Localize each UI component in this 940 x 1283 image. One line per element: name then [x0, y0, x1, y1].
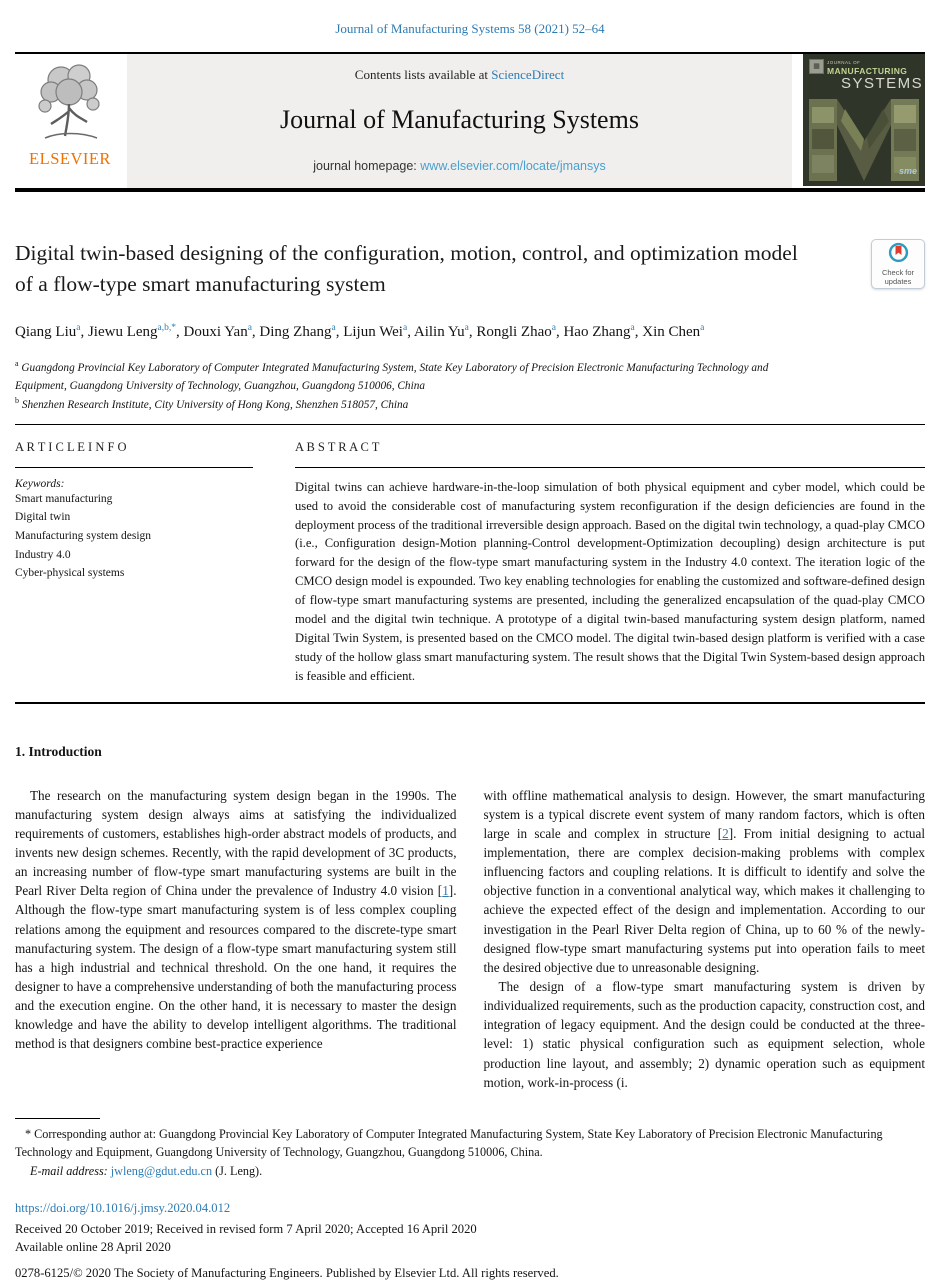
author: [476, 324, 563, 340]
author-separator: ,: [634, 324, 643, 341]
author-affil-sup: a: [331, 323, 336, 334]
available-online: Available online 28 April 2020: [15, 1240, 171, 1255]
author-affil-sup: a: [630, 323, 635, 334]
author-affil-sup: a: [402, 323, 408, 334]
author-name[interactable]: Jiewu Leng: [87, 324, 158, 341]
author: [414, 324, 476, 340]
paragraph-text: with offline mathematical analysis to design. However, the smart manufacturing system is a typical discrete event system of many random factors, which is often large in scale and complex in structure [: [483, 787, 925, 841]
article-info-column: [15, 425, 253, 686]
keyword: Smart manufacturing: [15, 492, 113, 505]
affiliation-sup: a: [15, 359, 19, 369]
left-column: [15, 786, 457, 1092]
crossmark-icon: [888, 242, 909, 268]
author: [642, 324, 704, 340]
author-name[interactable]: Rongli Zhao: [476, 324, 552, 341]
keyword: Cyber-physical systems: [15, 567, 125, 580]
journal-title: Journal of Manufacturing Systems: [280, 105, 639, 134]
badge-label-line1: Check for: [881, 267, 915, 277]
paragraph-text: ]. Although the flow-type smart manufacturing system is of less complex coupling relations among the equipment and resources compared to the discrete-type smart manufacturing system. The design of a flow-type smart manufacturing system still has a high industrial and technical threshold. On the one hand, it requires the designer to have a comprehensive understanding of both the manufacturing process and the execution engine. On the other hand, it is necessary to master the design knowledge and have the ability to develop intelligent algorithms. The traditional method is that designers combine best-practice experience: [15, 883, 457, 1052]
email-suffix: (J. Leng).: [212, 1164, 263, 1179]
affiliation-text: Guangdong Provincial Key Laboratory of Computer Integrated Manufacturing System, State Key Laboratory of Precision Electronic Manufacturing Technology and Equipment, Guangdong University of Technology, Guangzhou, Guangdong 510006, China: [15, 361, 769, 392]
abstract-rule: [295, 467, 925, 468]
keyword: Manufacturing system design: [15, 530, 152, 542]
info-abstract-block: [15, 424, 925, 704]
footnote-separator: [15, 1118, 100, 1119]
cover-publisher-chip-icon: ▦: [809, 59, 824, 74]
affiliation: [15, 358, 805, 395]
author-separator: ,: [468, 324, 477, 341]
cover-title-line2: MANUFACTURING: [827, 66, 908, 76]
author: [88, 324, 184, 340]
elsevier-tree-icon: [31, 58, 109, 151]
journal-masthead: [15, 52, 925, 192]
journal-cover-thumbnail[interactable]: [803, 54, 925, 186]
abstract-text: Digital twins can achieve hardware-in-the-loop simulation of both physical equipment and cyber model, which could be used to avoid the considerable cost of manufacturing system reconfiguration if the design deficiencies are found in the deployment process of the traditional irreversible design approach. Based on the digital twin technology, a quad-play CMCO (i.e., Configuration design-Motion planning-Control development-Optimization decoupling) design architecture is put forward for the design of the flow-type smart manufacturing system in the Industry 4.0 context. The iteration logic of the CMCO design model is expounded. Two key enabling technologies for enabling the customized and software-defined design of flow-type smart manufacturing systems are presented, including the generalized encapsulation of the quad-play CMCO model and the digital twin technique. A prototype of a digital twin-based manufacturing system design platform, named Digital Twin System, is presented based on the CMCO model. The digital twin-based design platform is verified with a case study of the hollow glass smart manufacturing system. The result shows that the Digital Twin System-based design approach is feasible and efficient.: [295, 479, 925, 683]
author: [184, 324, 260, 340]
elsevier-wordmark: ELSEVIER: [29, 149, 111, 168]
affiliation-sup: b: [15, 395, 19, 405]
corresponding-author-note: [15, 1125, 925, 1162]
email-link[interactable]: jwleng@gdut.edu.cn: [110, 1164, 213, 1179]
homepage-link[interactable]: www.elsevier.com/locate/jmansys: [420, 159, 606, 173]
author-affil-sup: a: [700, 323, 705, 334]
section-heading: 1. Introduction: [15, 743, 102, 759]
cover-title-line1: JOURNAL OF: [827, 60, 861, 65]
elsevier-logo[interactable]: [15, 54, 125, 188]
body-paragraph: The design of a flow-type smart manufacturing system is driven by individualized requirements, such as the production capacity, construction cost, and integration of legacy equipment. And the design could be conducted at the three-level: 1) static physical configuration such as equipment selection, whole production line layout, and assembly; 2) dynamic operation such as equipment motion, work-in-process (i.: [483, 978, 925, 1090]
author-name[interactable]: Hao Zhang: [563, 324, 631, 341]
author-affil-sup: a: [247, 323, 252, 334]
author-list: [15, 320, 835, 344]
doi-url[interactable]: https://doi.org/10.1016/j.jmsy.2020.04.012: [15, 1200, 231, 1215]
footnote-star: *: [25, 1126, 32, 1141]
affiliation-list: [15, 358, 805, 414]
article-footer: [15, 1199, 925, 1283]
author-name[interactable]: Ding Zhang: [259, 324, 332, 341]
article-info-rule: [15, 467, 253, 468]
introduction-section: [15, 744, 925, 1092]
cover-cell: [800, 54, 925, 188]
paragraph-text: The research on the manufacturing system design began in the 1990s. The manufacturing system design always aims at satisfying the individualized requirements of customers, establishes high-order abstract models of products, and invents new design schemes. Recently, with the rapid development of 3C products, an increasing number of flow-type smart manufacturing systems are built in the Pearl River Delta region of China under the prevalence of Industry 4.0 vision [: [15, 787, 457, 899]
sciencedirect-link[interactable]: ScienceDirect: [491, 67, 565, 82]
author-separator: ,: [251, 324, 260, 341]
journal-citation: Journal of Manufacturing Systems 58 (2021) 52–64: [335, 21, 605, 36]
reference-link[interactable]: 2: [722, 825, 729, 841]
article-title: Digital twin-based designing of the configuration, motion, control, and optimization model of a flow-type smart manufacturing system: [15, 241, 798, 296]
abstract-heading: A B S T R A C T: [295, 439, 380, 454]
article-info-heading: A R T I C L E I N F O: [15, 439, 127, 454]
homepage-label: journal homepage:: [313, 159, 421, 173]
body-paragraph: [484, 786, 926, 977]
author-affil-sup: a: [76, 323, 81, 334]
author-name[interactable]: Xin Chen: [642, 324, 701, 341]
paragraph-text: ]. From initial designing to actual implementation, there are complex decision-making problems with complex influencing factors and coupling relations. It is difficult to identify and solve the objective function in a conventional analytical way, which makes it challenging to achieve the expected effect of the design and implementation. According to our investigation in the Pearl River Delta region of China, up to 60 % of the newly-designed flow-type smart manufacturing systems put into operation fails to meet the desired objective due to unreasonable designing.: [483, 825, 926, 975]
email-line: [30, 1162, 925, 1180]
keyword: Industry 4.0: [15, 548, 71, 561]
sme-logo: sme: [898, 166, 917, 176]
contents-line: [127, 67, 792, 83]
keyword: Digital twin: [15, 511, 71, 524]
author-name[interactable]: Douxi Yan: [183, 324, 248, 341]
received-dates: Received 20 October 2019; Received in revised form 7 April 2020; Accepted 16 April 2020: [15, 1221, 477, 1236]
cover-title-line3: SYSTEMS: [841, 75, 924, 92]
author: [259, 324, 343, 340]
author: [563, 324, 642, 340]
author-affil-sup: a: [551, 323, 556, 334]
author-separator: ,: [335, 324, 344, 341]
author: [15, 324, 88, 340]
author-affil-sup: a: [464, 323, 469, 334]
right-column: [484, 786, 926, 1092]
homepage-line: [127, 159, 792, 173]
author-affil-sup: a,b,*: [157, 323, 177, 334]
author-separator: ,: [80, 324, 88, 341]
author-name[interactable]: Lijun Wei: [343, 324, 403, 341]
affiliation-text: Shenzhen Research Institute, City University of Hong Kong, Shenzhen 518057, China: [19, 398, 409, 411]
reference-link[interactable]: 1: [442, 883, 449, 899]
author-name[interactable]: Ailin Yu: [413, 324, 465, 341]
badge-label: [882, 268, 914, 287]
author-separator: ,: [407, 324, 414, 341]
two-column-body: [15, 786, 925, 1092]
footnote-text: Corresponding author at: Guangdong Provincial Key Laboratory of Computer Integrated Manufacturing System, State Key Laboratory of Precision Electronic Manufacturing Technology and Equipment, Guangdong University of Technology, Guangzhou, Guangdong 510006, China.: [15, 1126, 883, 1160]
abstract-column: [295, 425, 925, 686]
keywords-label: Keywords:: [15, 477, 65, 490]
body-paragraph: [15, 786, 457, 1054]
masthead-center: [127, 54, 792, 188]
author: [343, 324, 414, 340]
author-name[interactable]: Qiang Liu: [15, 324, 77, 341]
author-separator: ,: [555, 324, 564, 341]
doi-link[interactable]: [15, 1199, 925, 1218]
article-first-page: [0, 21, 940, 1283]
email-label: E-mail address:: [30, 1164, 111, 1179]
footnote-block: [15, 1118, 925, 1181]
contents-prefix: Contents lists available at: [354, 67, 492, 82]
badge-label-line2: updates: [884, 277, 912, 286]
check-for-updates-badge[interactable]: [871, 239, 925, 289]
author-separator: ,: [176, 324, 184, 341]
copyright-line: 0278-6125/© 2020 The Society of Manufacturing Engineers. Published by Elsevier Ltd. All rights reserved.: [15, 1266, 559, 1281]
affiliation: [15, 395, 805, 414]
